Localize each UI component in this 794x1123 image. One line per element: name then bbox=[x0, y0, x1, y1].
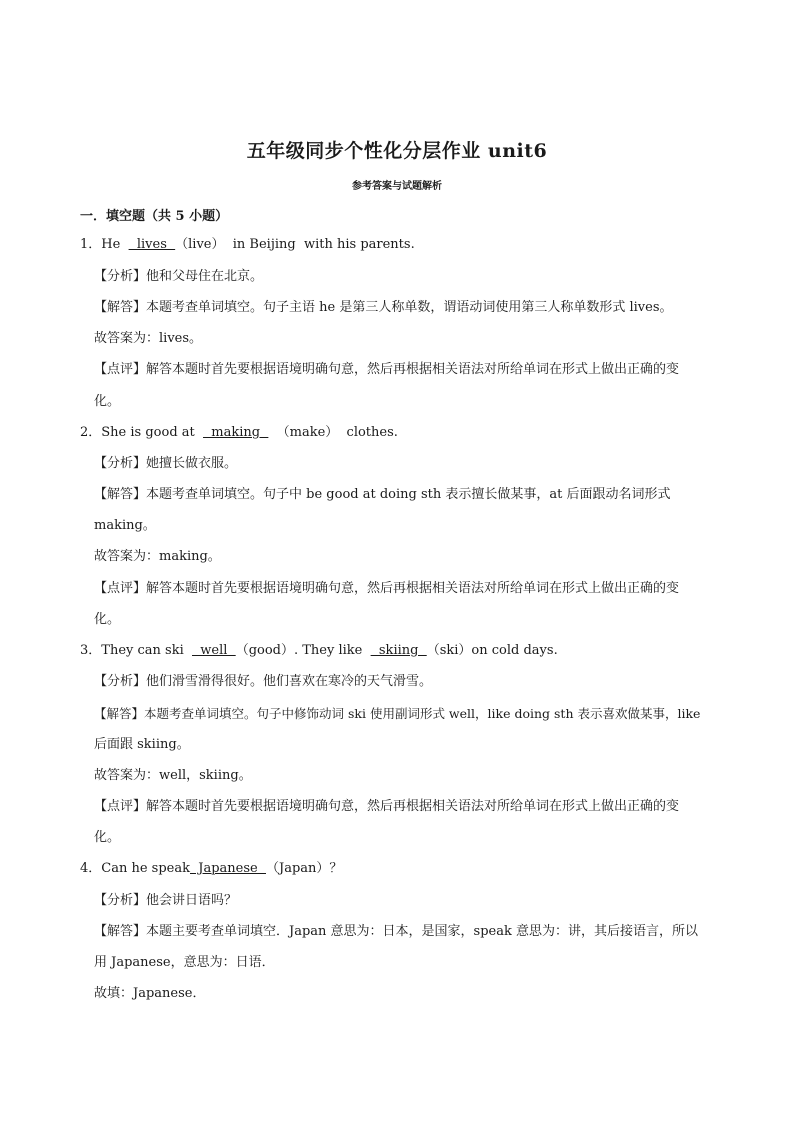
question-text-post: （live） in Beijing with his parents. bbox=[175, 237, 415, 252]
question-1 bbox=[80, 236, 415, 254]
q3-comment-cont: 化。 bbox=[94, 830, 121, 845]
question-text-pre: He bbox=[101, 237, 129, 252]
answer-blank-2: skiing bbox=[370, 643, 427, 658]
question-text-post: （ski）on cold days. bbox=[426, 643, 558, 658]
answer-blank: lives bbox=[128, 237, 176, 252]
q2-answer-cont: making。 bbox=[94, 518, 156, 533]
answer-label: 【解答】 bbox=[94, 924, 147, 939]
analysis-text: 他和父母住在北京。 bbox=[146, 269, 264, 284]
q4-analysis bbox=[94, 892, 237, 910]
analysis-label: 【分析】 bbox=[94, 269, 147, 284]
question-4 bbox=[80, 860, 342, 878]
page-title: 五年级同步个性化分层作业 unit6 bbox=[246, 140, 548, 162]
question-text-pre: She is good at bbox=[101, 425, 204, 440]
q3-comment bbox=[94, 798, 679, 816]
section-title: 一．填空题（共 5 小题） bbox=[80, 209, 229, 224]
answer-label: 【解答】 bbox=[94, 487, 147, 502]
question-text-post: （make） clothes. bbox=[268, 425, 398, 440]
answer-label: 【解答】 bbox=[94, 706, 145, 721]
q2-answer bbox=[94, 486, 670, 504]
q3-final: 故答案为：well，skiing。 bbox=[94, 768, 252, 783]
q2-analysis bbox=[94, 455, 237, 473]
q4-final: 故填：Japanese． bbox=[94, 986, 206, 1001]
q1-analysis bbox=[94, 268, 263, 286]
q1-answer bbox=[94, 299, 673, 317]
answer-blank-1: well bbox=[192, 643, 236, 658]
answer-text: 本题考查单词填空。句子中 be good at doing sth 表示擅长做某事，at 后面跟动名词形式 bbox=[146, 487, 671, 502]
answer-text: 本题主要考查单词填空．Japan 意思为：日本，是国家，speak 意思为：讲，其后接语言，所以 bbox=[146, 924, 699, 939]
answer-text: 本题考查单词填空。句子主语 he 是第三人称单数，谓语动词使用第三人称单数形式 lives。 bbox=[146, 300, 673, 315]
answer-blank: Japanese bbox=[190, 861, 266, 876]
question-text-pre: Can he speak bbox=[101, 861, 190, 876]
comment-text: 解答本题时首先要根据语境明确句意，然后再根据相关语法对所给单词在形式上做出正确的变 bbox=[146, 799, 680, 814]
q3-answer bbox=[94, 705, 700, 723]
q1-final: 故答案为：lives。 bbox=[94, 331, 203, 346]
q3-analysis bbox=[94, 673, 432, 691]
question-number: 2． bbox=[80, 425, 102, 440]
q2-comment-cont: 化。 bbox=[94, 612, 121, 627]
comment-text: 解答本题时首先要根据语境明确句意，然后再根据相关语法对所给单词在形式上做出正确的变 bbox=[146, 581, 680, 596]
answer-text: 本题考查单词填空。句子中修饰动词 ski 使用副词形式 well，like doing sth 表示喜欢做某事，like bbox=[144, 706, 701, 721]
page-subtitle: 参考答案与试题解析 bbox=[352, 181, 442, 192]
comment-label: 【点评】 bbox=[94, 362, 147, 377]
analysis-text: 他们滑雪滑得很好。他们喜欢在寒冷的天气滑雪。 bbox=[146, 674, 433, 689]
q4-answer bbox=[94, 923, 698, 941]
analysis-text: 她擅长做衣服。 bbox=[146, 456, 238, 471]
question-number: 3． bbox=[80, 643, 102, 658]
comment-text: 解答本题时首先要根据语境明确句意，然后再根据相关语法对所给单词在形式上做出正确的变 bbox=[146, 362, 680, 377]
analysis-label: 【分析】 bbox=[94, 674, 147, 689]
comment-label: 【点评】 bbox=[94, 799, 147, 814]
answer-label: 【解答】 bbox=[94, 300, 147, 315]
question-3 bbox=[80, 642, 558, 660]
question-number: 4． bbox=[80, 861, 102, 876]
question-text-post: （Japan）？ bbox=[266, 861, 343, 876]
q3-answer-cont: 后面跟 skiing。 bbox=[94, 737, 190, 752]
q1-comment-cont: 化。 bbox=[94, 394, 121, 409]
q4-answer-cont: 用 Japanese，意思为：日语． bbox=[94, 955, 275, 970]
q1-comment bbox=[94, 361, 679, 379]
analysis-text: 他会讲日语吗？ bbox=[146, 893, 238, 908]
question-2 bbox=[80, 424, 398, 442]
question-number: 1． bbox=[80, 237, 102, 252]
question-text-mid: （good）. They like bbox=[235, 643, 371, 658]
q2-final: 故答案为：making。 bbox=[94, 549, 221, 564]
q2-comment bbox=[94, 580, 679, 598]
question-text-pre: They can ski bbox=[101, 643, 193, 658]
analysis-label: 【分析】 bbox=[94, 893, 147, 908]
comment-label: 【点评】 bbox=[94, 581, 147, 596]
analysis-label: 【分析】 bbox=[94, 456, 147, 471]
answer-blank: making bbox=[203, 425, 269, 440]
